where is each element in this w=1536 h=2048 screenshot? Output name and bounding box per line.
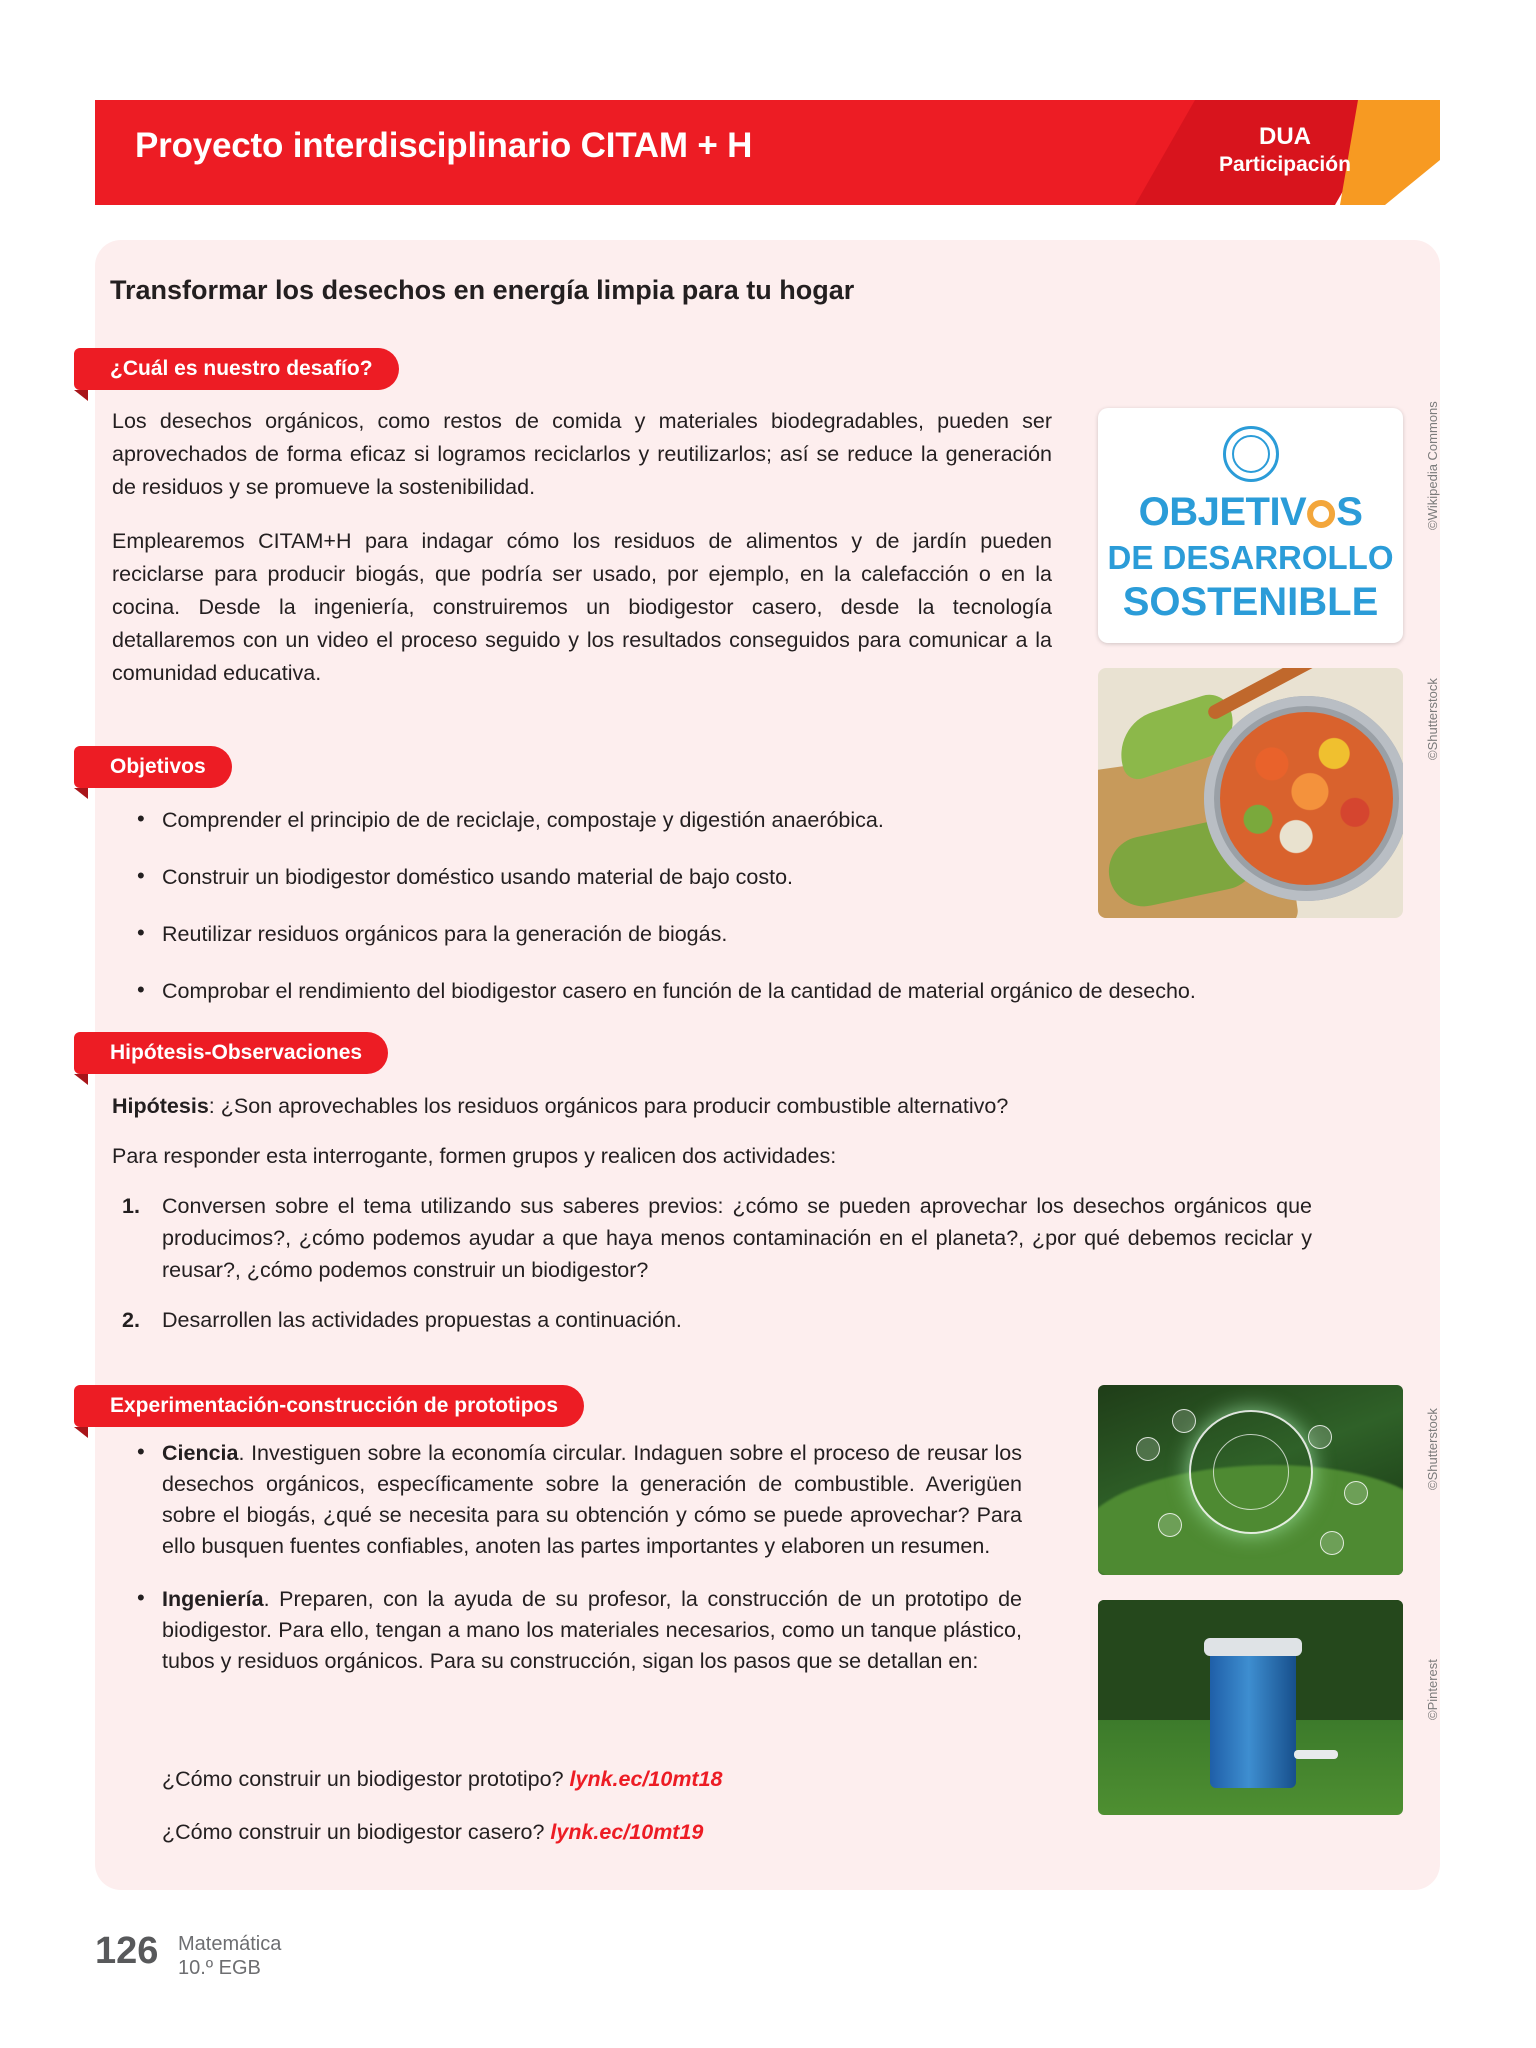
eco-icon-dot [1136, 1437, 1160, 1461]
image-ods-poster [1098, 408, 1403, 643]
list-item: • Reutilizar residuos orgánicos para la generación de biogás. [112, 919, 1312, 950]
list-item-number: 1. [122, 1194, 140, 1218]
united-nations-icon [1223, 426, 1279, 482]
list-item [112, 1304, 1312, 1336]
resource-link-row-1 [162, 1763, 723, 1795]
dua-title: DUA [1259, 123, 1311, 150]
ods-line-3: SOSTENIBLE [1122, 580, 1379, 624]
page-header [95, 100, 1440, 205]
list-item: • Comprobar el rendimiento del biodigestor casero en función de la cantidad de material orgánico de desecho. [112, 976, 1312, 1007]
section-tab-experimentacion: Experimentación-construcción de prototipos [88, 1385, 584, 1427]
eco-icon-dot [1308, 1425, 1332, 1449]
resource-link-1[interactable]: lynk.ec/10mt18 [569, 1767, 723, 1791]
list-item-text: . Investiguen sobre la economía circular. Indaguen sobre el proceso de reusar los desechos orgánicos, específicamente sobre la generación de combustible. Averigüen sobre el biogás, ¿qué se necesita para su obtención y cómo se puede aprovechar? Para ello busquen fuentes confiables, anoten las partes importantes y elaboren un resumen. [162, 1441, 1022, 1558]
ods-line-2: DE DESARROLLO [1107, 539, 1394, 576]
resource-link-2[interactable]: lynk.ec/10mt19 [550, 1820, 704, 1844]
list-item-label: Ingeniería [162, 1587, 264, 1611]
footer-subject-block [178, 1932, 281, 1980]
footer-grade: 10.º EGB [178, 1957, 261, 1979]
hipotesis-intro: Para responder esta interrogante, formen grupos y realicen dos actividades: [112, 1144, 837, 1168]
ods-line-1 [1139, 490, 1363, 535]
eco-icon-dot [1344, 1481, 1368, 1505]
footer-subject: Matemática [178, 1933, 282, 1955]
list-item: • Comprender el principio de de reciclaje, compostaje y digestión anaeróbica. [112, 805, 1312, 836]
image-credit-eco: ©Shutterstock [1425, 1408, 1440, 1490]
list-item-text: Desarrollen las actividades propuestas a continuación. [162, 1308, 682, 1332]
resource-link-text-2: ¿Cómo construir un biodigestor casero? [162, 1820, 551, 1844]
blue-barrel-shape [1210, 1648, 1296, 1788]
hipotesis-question: : ¿Son aprovechables los residuos orgánicos para producir combustible alternativo? [208, 1094, 1009, 1118]
desafio-paragraph-1: Los desechos orgánicos, como restos de comida y materiales biodegradables, pueden ser aprovechados de forma eficaz si logramos reciclarlos y reutilizarlos; así se reduce la generación de residuos y se promueve la sostenibilidad. [112, 409, 1052, 499]
hipotesis-question-line [112, 1090, 1312, 1122]
resource-link-row-2 [162, 1816, 703, 1848]
resource-link-text-1: ¿Cómo construir un biodigestor prototipo? [162, 1767, 570, 1791]
list-item [112, 1438, 1022, 1562]
ods-ring-icon [1307, 500, 1335, 528]
list-item-text: . Preparen, con la ayuda de su profesor, la construcción de un prototipo de biodigestor. Para ello, tengan a mano los materiales necesarios, como un tanque plástico, tubos y residuos orgánicos. Para su construcción, sigan los pasos que se detallan en: [162, 1587, 1022, 1673]
eco-icon-dot [1172, 1409, 1196, 1433]
eco-icon-dot [1320, 1531, 1344, 1555]
barrel-lid-shape [1204, 1638, 1302, 1656]
ods-line-1-text: OBJETIV [1138, 490, 1307, 534]
image-circular-economy [1098, 1385, 1403, 1575]
header-title: Proyecto interdisciplinario CITAM + H [135, 126, 753, 165]
eco-hud-circle [1189, 1410, 1313, 1534]
desafio-paragraph-2: Emplearemos CITAM+H para indagar cómo los residuos de alimentos y de jardín pueden reciclarse para producir biogás, que podría ser usado, por ejemplo, en la calefacción o en la cocina. Desde la ingeniería, construiremos un biodigestor casero, desde la tecnología detallaremos con un video el proceso seguido y los resultados conseguidos para comunicar a la comunidad educativa. [112, 529, 1052, 685]
outlet-pipe-shape [1294, 1750, 1338, 1759]
list-item-label: Ciencia [162, 1441, 239, 1465]
objetivos-list [112, 805, 1312, 1033]
dua-subtitle: Participación [1219, 153, 1351, 176]
image-credit-tank: ©Pinterest [1425, 1659, 1440, 1720]
section-tab-desafio: ¿Cuál es nuestro desafío? [88, 348, 399, 390]
image-credit-ods: ©Wikipedia Commons [1425, 401, 1440, 530]
list-item-text: Conversen sobre el tema utilizando sus saberes previos: ¿cómo se pueden aprovechar los desechos orgánicos que producimos?, ¿cómo podemos ayudar a que haya menos contaminación en el planeta?, ¿por qué debemos reciclar y reusar?, ¿cómo podemos construir un biodigestor? [162, 1194, 1312, 1282]
experimentacion-list [112, 1438, 1022, 1699]
list-item: • Construir un biodigestor doméstico usando material de bajo costo. [112, 862, 1312, 893]
list-item [112, 1584, 1022, 1677]
list-item-number: 2. [122, 1308, 140, 1332]
eco-icon-dot [1158, 1513, 1182, 1537]
page-number: 126 [95, 1930, 159, 1972]
hipotesis-numbered-list [112, 1190, 1312, 1354]
image-biodigester-tank [1098, 1600, 1403, 1815]
list-item [112, 1190, 1312, 1286]
section-tab-objetivos: Objetivos [88, 746, 232, 788]
hipotesis-label: Hipótesis [112, 1094, 209, 1118]
section-tab-hipotesis: Hipótesis-Observaciones [88, 1032, 388, 1074]
ods-line-1-tail: S [1336, 490, 1363, 534]
dua-badge [1190, 122, 1380, 178]
lesson-title: Transformar los desechos en energía limpia para tu hogar [110, 275, 855, 305]
image-credit-food: ©Shutterstock [1425, 678, 1440, 760]
